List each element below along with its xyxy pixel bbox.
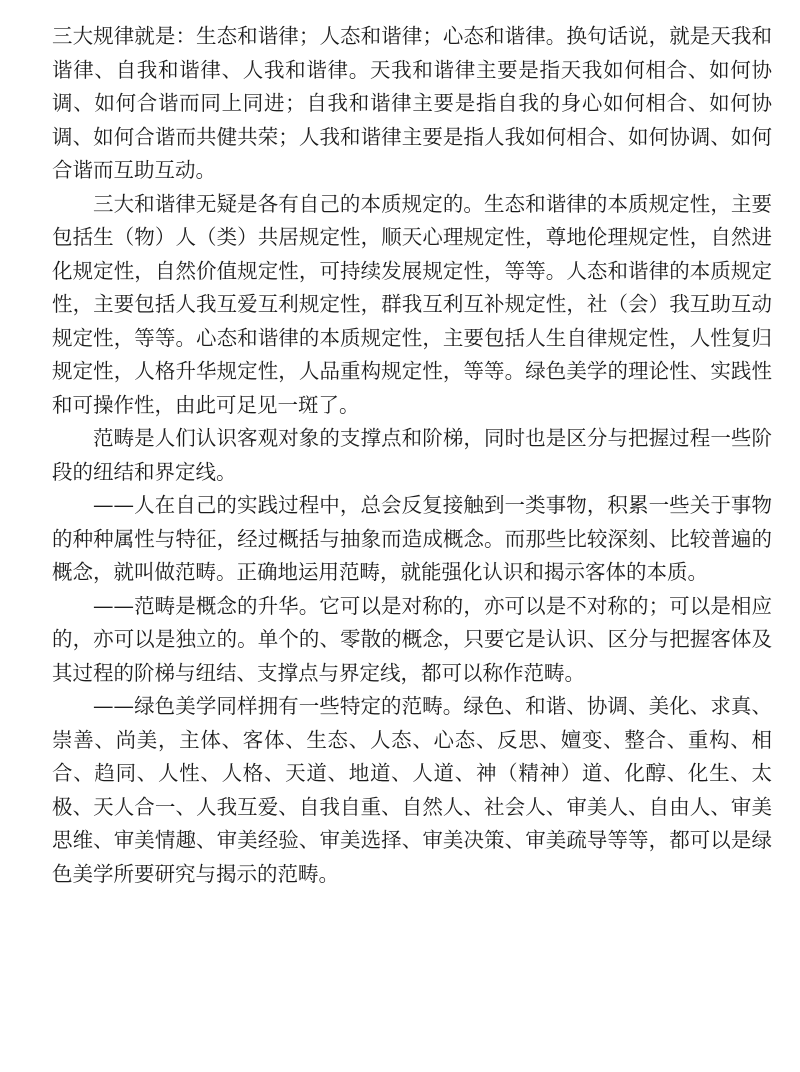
- paragraph-category-definition: 范畴是人们认识客观对象的支撑点和阶梯，同时也是区分与把握过程一些阶段的纽结和界定线。: [52, 426, 772, 484]
- paragraph-concept-formation: ——人在自己的实践过程中，总会反复接触到一类事物，积累一些关于事物的种种属性与特征，经过概括与抽象而造成概念。而那些比较深刻、比较普遍的概念，就叫做范畴。正确地运用范畴，就能强化认识和揭示客体的本质。: [52, 493, 772, 584]
- paragraph-concept-sublimation: ——范畴是概念的升华。它可以是对称的，亦可以是不对称的；可以是相应的，亦可以是独立的。单个的、零散的概念，只要它是认识、区分与把握客体及其过程的阶梯与纽结、支撑点与界定线，都可以称作范畴。: [52, 593, 772, 685]
- document-page: [52, 20, 772, 891]
- paragraph-green-aesthetics-categories: ——绿色美学同样拥有一些特定的范畴。绿色、和谐、协调、美化、求真、崇善、尚美，主体、客体、生态、人态、心态、反思、嬗变、整合、重构、相合、趋同、人性、人格、天道、地道、人道、神（精神）道、化醇、化生、太极、天人合一、人我互爱、自我自重、自然人、社会人、审美人、自由人、审美思维、审美情趣、审美经验、审美选择、审美决策、审美疏导等等，都可以是绿色美学所要研究与揭示的范畴。: [52, 694, 772, 886]
- paragraph-three-laws: 三大规律就是：生态和谐律；人态和谐律；心态和谐律。换句话说，就是天我和谐律、自我和谐律、人我和谐律。天我和谐律主要是指天我如何相合、如何协调、如何合谐而同上同进；自我和谐律主要是指自我的身心如何相合、如何协调、如何合谐而共健共荣；人我和谐律主要是指人我如何相合、如何协调、如何合谐而互助互动。: [52, 24, 772, 182]
- paragraph-essential-rules: 三大和谐律无疑是各有自己的本质规定的。生态和谐律的本质规定性，主要包括生（物）人（类）共居规定性，顺天心理规定性，尊地伦理规定性，自然进化规定性，自然价值规定性，可持续发展规定性，等等。人态和谐律的本质规定性，主要包括人我互爱互利规定性，群我互利互补规定性，社（会）我互助互动规定性，等等。心态和谐律的本质规定性，主要包括人生自律规定性，人性复归规定性，人格升华规定性，人品重构规定性，等等。绿色美学的理论性、实践性和可操作性，由此可足见一斑了。: [52, 191, 772, 417]
